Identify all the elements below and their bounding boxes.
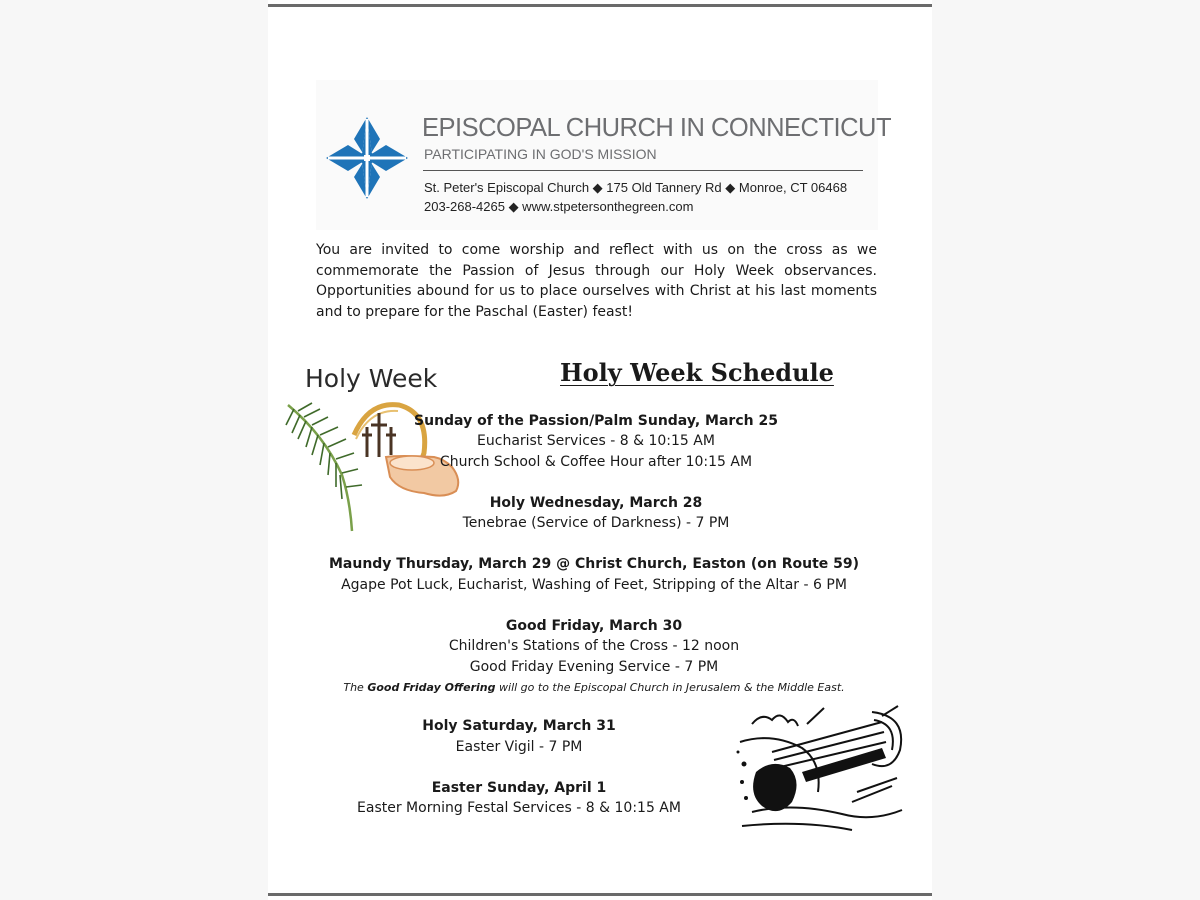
intro-paragraph: You are invited to come worship and reflect with us on the cross as we commemorate the Passion of Jesus through our Holy Week observances. Opportunities abound for us to place ourselves with Christ at his last moments and to prepare for the Paschal (Easter) feast! (316, 242, 877, 320)
holy-saturday-heading: Holy Saturday, March 31 (422, 718, 616, 734)
episcopal-shield-logo-icon (324, 115, 410, 201)
church-contact: 203-268-4265 ◆ www.stpetersonthegreen.com (424, 199, 694, 214)
org-tagline: PARTICIPATING IN GOD'S MISSION (424, 146, 657, 162)
maundy-thursday-heading: Maundy Thursday, March 29 @ Christ Church, Easton (on Route 59) (328, 556, 860, 572)
trumpet-icon (732, 702, 912, 838)
top-border (268, 4, 932, 7)
easter-sunday-line: Easter Morning Festal Services - 8 & 10:15 AM (357, 800, 681, 816)
holy-wednesday-line: Tenebrae (Service of Darkness) - 7 PM (462, 515, 730, 531)
church-address: St. Peter's Episcopal Church ◆ 175 Old Tannery Rd ◆ Monroe, CT 06468 (424, 180, 848, 195)
bottom-border (268, 893, 932, 896)
good-friday-offering-note: The Good Friday Offering will go to the Episcopal Church in Jerusalem & the Middle East. (343, 681, 845, 694)
good-friday-heading: Good Friday, March 30 (505, 618, 683, 634)
maundy-thursday-line: Agape Pot Luck, Eucharist, Washing of Feet, Stripping of the Altar - 6 PM (341, 577, 847, 593)
org-name: EPISCOPAL CHURCH IN CONNECTICUT (422, 114, 892, 142)
schedule-title: Holy Week Schedule (560, 358, 834, 387)
good-friday-line: Children's Stations of the Cross - 12 noon (448, 638, 740, 654)
holy-saturday-line: Easter Vigil - 7 PM (455, 739, 583, 755)
palm-sunday-heading: Sunday of the Passion/Palm Sunday, March 25 (414, 413, 778, 429)
easter-sunday-heading: Easter Sunday, April 1 (431, 780, 607, 796)
letterhead-divider (423, 170, 863, 171)
good-friday-offering-emphasis: Good Friday Offering (367, 681, 496, 694)
palm-sunday-line: Church School & Coffee Hour after 10:15 AM (439, 454, 753, 470)
holy-wednesday-heading: Holy Wednesday, March 28 (489, 495, 703, 511)
holy-week-label: Holy Week (305, 364, 438, 393)
good-friday-line: Good Friday Evening Service - 7 PM (469, 659, 719, 675)
palm-sunday-line: Eucharist Services - 8 & 10:15 AM (477, 433, 715, 449)
